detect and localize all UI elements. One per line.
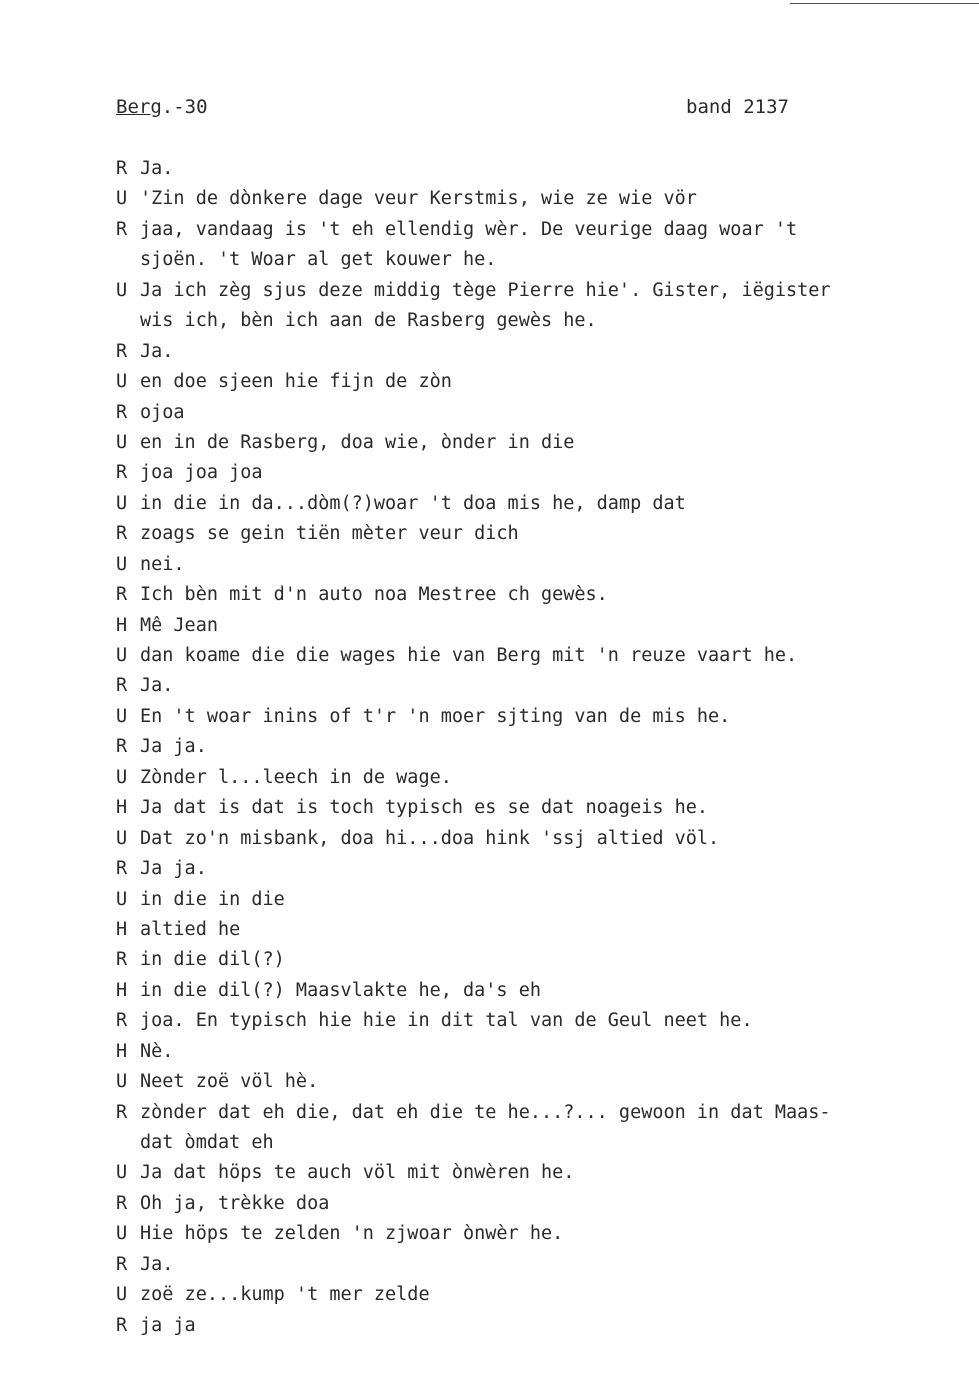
transcript-line: [116, 1037, 966, 1067]
transcript-line: [116, 763, 966, 793]
speaker-code: R: [116, 158, 128, 179]
utterance-text: Ja.: [140, 158, 174, 179]
utterance-text: jaa, vandaag is 't eh ellendig wèr. De veurige daag woar 't: [140, 218, 798, 240]
speaker-code: U: [116, 888, 128, 910]
transcript-line: [116, 337, 966, 367]
utterance-text: dan koame die die wages hie van Berg mit 'n reuze vaart he.: [140, 645, 798, 666]
transcript-line: [116, 580, 966, 610]
speaker-code: R: [116, 736, 128, 758]
page-header: [116, 94, 796, 120]
transcript: [116, 154, 966, 1341]
speaker-code: U: [116, 1284, 128, 1306]
transcript-line: [116, 1311, 966, 1341]
transcript-line: [116, 1098, 966, 1128]
transcript-line: [116, 428, 966, 458]
speaker-code: U: [116, 1162, 128, 1184]
utterance-text: Ja.: [140, 1253, 174, 1275]
speaker-code: H: [116, 614, 128, 636]
utterance-text: Ja.: [140, 675, 174, 697]
utterance-text: 'Zin de dònkere dage veur Kerstmis, wie ze wie vör: [140, 188, 697, 210]
speaker-code: R: [116, 584, 128, 606]
speaker-code: U: [116, 431, 128, 453]
header-place-name: Berg: [116, 96, 162, 118]
transcript-line: [116, 824, 966, 854]
utterance-text: Oh ja, trèkke doa: [140, 1192, 330, 1214]
speaker-code: H: [116, 918, 128, 940]
transcript-line: [116, 519, 966, 549]
speaker-code: R: [116, 462, 128, 484]
utterance-text: altied he: [140, 918, 241, 940]
transcript-line: [116, 1280, 966, 1310]
header-left: [116, 94, 208, 120]
utterance-text: Zònder l...leech in de wage.: [140, 766, 452, 788]
transcript-line: [116, 1189, 966, 1219]
utterance-text: in die dil(?) Maasvlakte he, da's eh: [140, 979, 541, 1001]
utterance-text: En 't woar inins of t'r 'n moer sjting van de mis he.: [140, 705, 731, 727]
utterance-text: in die in die: [140, 888, 285, 910]
transcript-line: [116, 398, 966, 428]
speaker-code: U: [116, 705, 128, 727]
utterance-text: Ja ja.: [140, 736, 207, 758]
utterance-text: zònder dat eh die, dat eh die te he...?... gewoon in dat Maas-: [140, 1101, 831, 1123]
utterance-text: ja ja: [140, 1314, 196, 1336]
transcript-line: [116, 793, 966, 823]
speaker-code: U: [116, 827, 128, 849]
utterance-text: nei.: [140, 553, 185, 575]
utterance-text: Neet zoë völ hè.: [140, 1071, 319, 1093]
speaker-code: R: [116, 340, 128, 362]
speaker-code: R: [116, 675, 128, 697]
transcript-line: [116, 611, 966, 641]
speaker-code: U: [116, 766, 128, 788]
speaker-code: R: [116, 1101, 128, 1123]
transcript-line: [116, 1158, 966, 1188]
speaker-code: R: [116, 401, 128, 423]
transcript-line: [116, 945, 966, 975]
continuation-line: sjoën. 't Woar al get kouwer he.: [140, 249, 497, 271]
speaker-code: U: [116, 553, 128, 575]
utterance-text: Ja dat höps te auch völ mit ònwèren he.: [140, 1162, 575, 1184]
transcript-line: [116, 641, 966, 671]
utterance-text: joa joa joa: [140, 462, 263, 484]
transcript-line: [116, 458, 966, 488]
speaker-code: R: [116, 1192, 128, 1214]
transcript-line: [116, 1219, 966, 1249]
speaker-code: U: [116, 492, 128, 514]
utterance-text: in die dil(?): [140, 949, 285, 971]
utterance-text: joa. En typisch hie hie in dit tal van de Geul neet he.: [140, 1010, 753, 1032]
utterance-text: Ja.: [140, 340, 174, 362]
transcript-line: [116, 671, 966, 701]
speaker-code: U: [116, 279, 128, 301]
transcript-line: [116, 184, 966, 214]
utterance-text: Ich bèn mit d'n auto noa Mestree ch gewès.: [140, 584, 608, 606]
transcript-line: [116, 276, 966, 306]
utterance-text: Ja ja.: [140, 858, 207, 880]
utterance-text: Ja ich zèg sjus deze middig tège Pierre hie'. Gister, iëgister: [140, 279, 831, 301]
header-tape-label: band 2137: [686, 96, 789, 118]
continuation-line: dat òmdat eh: [140, 1132, 274, 1153]
transcript-line: [116, 702, 966, 732]
transcript-line: [116, 215, 966, 245]
speaker-code: U: [116, 371, 128, 393]
utterance-text: en in de Rasberg, doa wie, ònder in die: [140, 431, 575, 453]
speaker-code: R: [116, 523, 128, 545]
transcript-line: [116, 732, 966, 762]
speaker-code: R: [116, 1010, 128, 1032]
transcript-line: [116, 1006, 966, 1036]
transcript-line: [116, 1250, 966, 1280]
utterance-text: in die in da...dòm(?)woar 't doa mis he, damp dat: [140, 492, 686, 514]
utterance-text: zoë ze...kump 't mer zelde: [140, 1284, 430, 1306]
continuation-line: wis ich, bèn ich aan de Rasberg gewès he.: [140, 310, 597, 332]
transcript-line: [116, 1067, 966, 1097]
utterance-text: zoags se gein tiën mèter veur dich: [140, 523, 519, 545]
speaker-code: R: [116, 1253, 128, 1275]
speaker-code: U: [116, 1071, 128, 1093]
utterance-text: ojoa: [140, 401, 185, 423]
speaker-code: H: [116, 797, 128, 819]
transcript-line: [116, 489, 966, 519]
transcript-line: [116, 854, 966, 884]
speaker-code: U: [116, 188, 128, 210]
speaker-code: R: [116, 218, 128, 240]
speaker-code: R: [116, 949, 128, 971]
utterance-text: Mê Jean: [140, 614, 218, 636]
transcript-line: [116, 976, 966, 1006]
utterance-text: Ja dat is dat is toch typisch es se dat noageis he.: [140, 797, 709, 819]
transcript-line: [116, 915, 966, 945]
header-page-number: .-30: [161, 96, 208, 118]
transcript-line: [116, 367, 966, 397]
transcript-line: [116, 885, 966, 915]
speaker-code: H: [116, 979, 128, 1001]
speaker-code: R: [116, 1314, 128, 1336]
transcript-line: [116, 154, 966, 184]
utterance-text: Dat zo'n misbank, doa hi...doa hink 'ssj altied völ.: [140, 827, 720, 849]
top-rule: [790, 3, 979, 4]
speaker-code: H: [116, 1040, 128, 1062]
utterance-text: Nè.: [140, 1040, 174, 1062]
utterance-text: Hie höps te zelden 'n zjwoar ònwèr he.: [140, 1223, 564, 1245]
transcript-line: [116, 550, 966, 580]
utterance-text: en doe sjeen hie fijn de zòn: [140, 371, 452, 393]
speaker-code: U: [116, 645, 128, 666]
speaker-code: U: [116, 1223, 128, 1245]
speaker-code: R: [116, 858, 128, 880]
